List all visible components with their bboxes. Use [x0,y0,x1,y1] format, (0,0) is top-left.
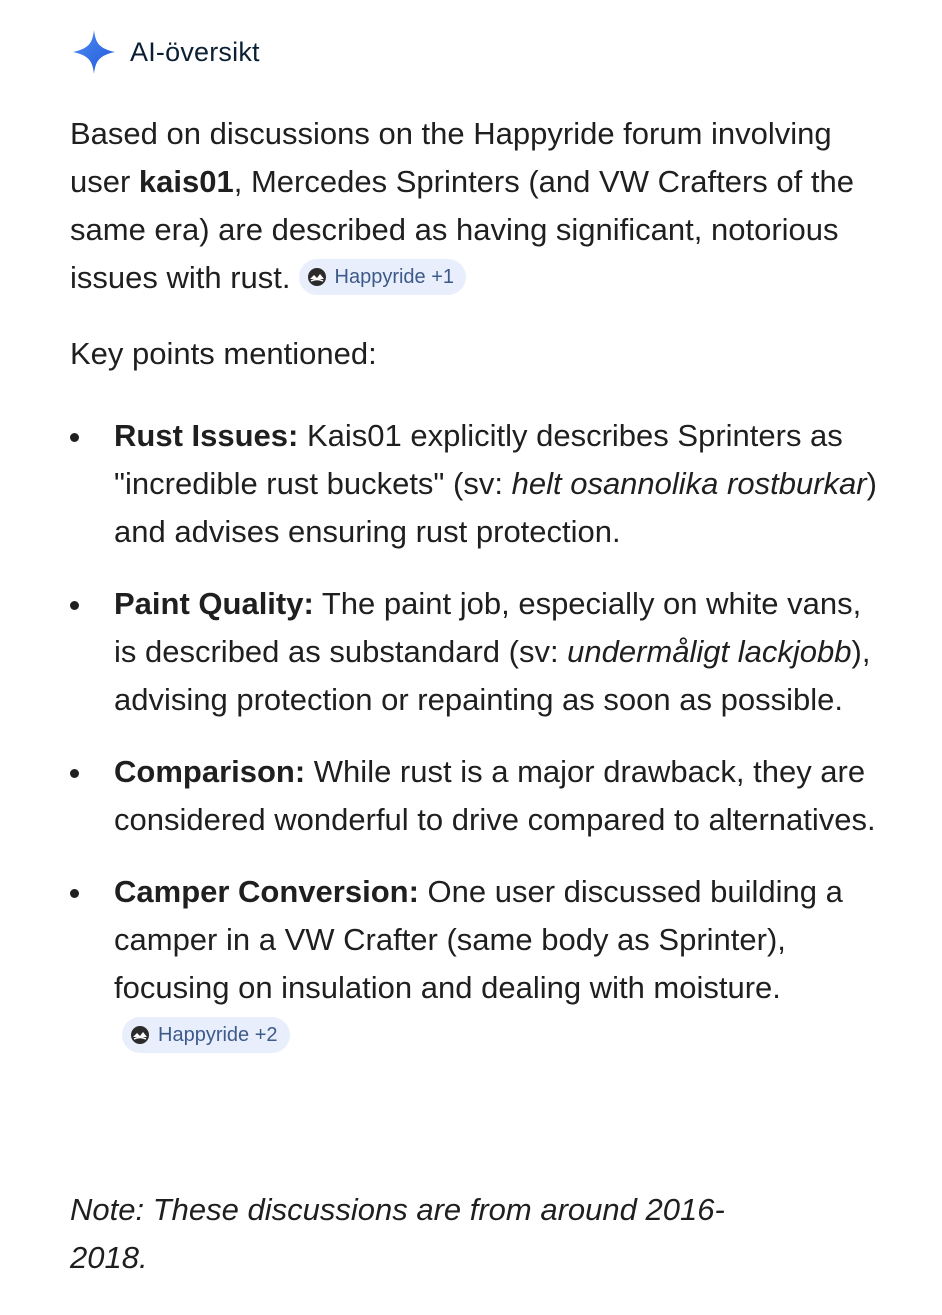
list-item [70,580,880,724]
happyride-logo-icon [307,267,327,287]
source-chip-label: Happyride +2 [158,1023,278,1046]
bullet-icon [70,769,79,778]
intro-text-1: Based on discussions on the Happyride forum involving user [70,116,832,199]
point-label: Comparison: [114,754,306,789]
happyride-logo-icon [130,1025,150,1045]
point-text: Kais01 explicitly describes Sprinters as "incredible rust buckets" (sv: [114,418,843,501]
bullet-icon [70,433,79,442]
key-points-list [70,412,880,1084]
list-item [70,412,880,556]
ai-overview [70,28,880,1275]
list-item [70,868,880,1060]
point-text: The paint job, especially on white vans, is described as substandard (sv: [114,586,862,669]
point-text: While rust is a major drawback, they are considered wonderful to drive compared to alternatives. [114,754,876,837]
note-text: Note: These discussions are from around 2016-2018. [70,1192,725,1275]
source-chip-happyride-1[interactable] [299,259,467,295]
ai-overview-header [70,28,880,76]
bullet-icon [70,601,79,610]
point-text: One user discussed building a camper in a VW Crafter (same body as Sprinter), focusing on insulation and dealing with moisture. [114,874,843,1005]
key-points-heading: Key points mentioned: [70,336,377,371]
source-chip-happyride-2[interactable] [122,1017,290,1053]
point-label: Paint Quality: [114,586,314,621]
intro-user: kais01 [138,164,234,199]
point-swedish-term: helt osannolika rostburkar [511,466,867,501]
intro-paragraph [70,110,880,302]
list-item [70,748,880,844]
bullet-icon [70,889,79,898]
ai-overview-title: AI-översikt [130,37,260,67]
source-chip-label: Happyride +1 [334,265,455,288]
point-label: Rust Issues: [114,418,299,453]
point-text-end: ), advising protection or repainting as soon as possible. [114,634,871,717]
point-swedish-term: undermåligt lackjobb [567,634,852,669]
intro-text-2: , Mercedes Sprinters (and VW Crafters of the same era) are described as having significant, notorious issues with rust. [70,164,854,295]
point-label: Camper Conversion: [114,874,419,909]
sparkle-icon [70,28,118,76]
point-text-end: ) and advises ensuring rust protection. [114,466,877,549]
